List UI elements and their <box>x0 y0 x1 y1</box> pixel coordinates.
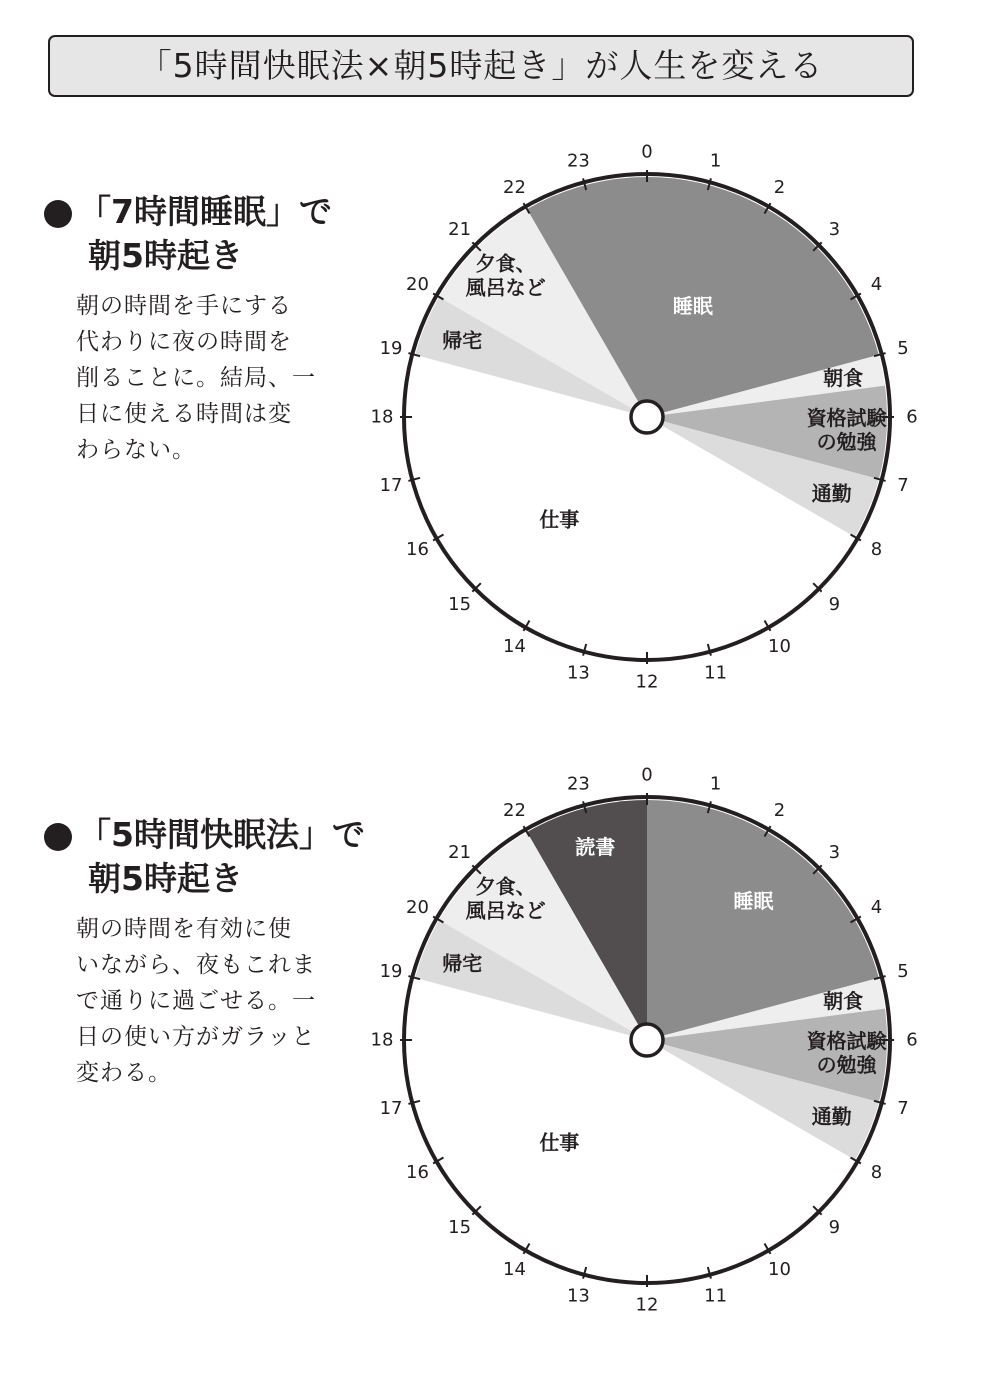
section-5-hour-sleep <box>0 763 994 1383</box>
hour-label: 19 <box>379 337 403 359</box>
hour-label: 3 <box>828 842 841 864</box>
hour-label: 4 <box>870 274 883 295</box>
hour-label: 15 <box>448 1216 472 1238</box>
hour-label: 17 <box>379 475 403 497</box>
hour-label: 3 <box>828 219 841 241</box>
segment-label: の勉強 <box>816 430 877 455</box>
hour-label: 15 <box>448 593 472 615</box>
segment-label: 通勤 <box>811 481 852 506</box>
hour-label: 11 <box>704 662 728 684</box>
segment-label: 夕食、 <box>475 874 536 899</box>
hour-label: 10 <box>768 1258 791 1280</box>
description-line: 日の使い方がガラッと <box>76 1024 316 1050</box>
hour-label: 6 <box>906 1029 918 1051</box>
hour-label: 8 <box>870 1162 883 1183</box>
hour-label: 12 <box>635 671 659 693</box>
description-line: いながら、夜もこれま <box>76 952 316 978</box>
hour-label: 18 <box>370 1029 394 1051</box>
segment-label: 仕事 <box>539 507 580 532</box>
hour-label: 10 <box>768 635 791 657</box>
hour-label: 14 <box>503 635 526 657</box>
heading-line: 「7時間睡眠」で <box>78 192 332 231</box>
hour-label: 5 <box>897 337 909 359</box>
hour-label: 13 <box>566 662 590 684</box>
segment-label: 睡眠 <box>733 889 774 914</box>
hour-label: 12 <box>635 1294 659 1316</box>
hour-label: 0 <box>641 141 653 163</box>
segment-label: 帰宅 <box>442 951 483 976</box>
segment-label: 読書 <box>575 834 616 859</box>
hour-label: 20 <box>406 274 429 295</box>
hour-label: 2 <box>773 800 786 822</box>
clock-hub <box>631 401 663 433</box>
clock-chart <box>0 140 994 760</box>
hour-label: 7 <box>897 1098 909 1120</box>
page-title: 「5時間快眠法×朝5時起き」が人生を変える <box>48 35 914 97</box>
segment-label: 夕食、 <box>475 251 536 276</box>
hour-label: 18 <box>370 406 394 428</box>
hour-label: 6 <box>906 406 918 428</box>
hour-label: 14 <box>503 1258 526 1280</box>
description-line: 朝の時間を有効に使 <box>76 916 292 942</box>
segment-label: 資格試験 <box>806 1029 887 1054</box>
description-line: で通りに過ごせる。一 <box>76 988 316 1014</box>
hour-label: 1 <box>709 150 722 172</box>
hour-label: 16 <box>406 1162 429 1183</box>
hour-label: 9 <box>828 1216 841 1238</box>
hour-label: 22 <box>503 177 526 199</box>
hour-label: 21 <box>448 219 472 241</box>
hour-label: 7 <box>897 475 909 497</box>
segment-label: 資格試験 <box>806 406 887 431</box>
description-line: わらない。 <box>76 437 196 463</box>
segment-label: 睡眠 <box>672 294 713 319</box>
description-line: 代わりに夜の時間を <box>76 329 292 355</box>
hour-label: 23 <box>566 150 590 172</box>
hour-label: 13 <box>566 1285 590 1307</box>
clock-hub <box>631 1024 663 1056</box>
hour-label: 1 <box>709 773 722 795</box>
hour-label: 19 <box>379 960 403 982</box>
segment-label: 風呂など <box>465 898 546 923</box>
hour-label: 0 <box>641 764 653 786</box>
hour-label: 21 <box>448 842 472 864</box>
hour-label: 2 <box>773 177 786 199</box>
description-line: 朝の時間を手にする <box>76 293 292 319</box>
description-line: 日に使える時間は変 <box>76 401 292 427</box>
hour-label: 20 <box>406 897 429 918</box>
segment-label: の勉強 <box>816 1053 877 1078</box>
hour-label: 23 <box>566 773 590 795</box>
hour-label: 4 <box>870 897 883 918</box>
segment-label: 通勤 <box>811 1104 852 1129</box>
segment-label: 朝食 <box>823 365 864 390</box>
hour-label: 8 <box>870 539 883 560</box>
heading-line: 朝5時起き <box>88 236 243 275</box>
hour-label: 17 <box>379 1098 403 1120</box>
description-line: 変わる。 <box>76 1060 172 1086</box>
heading-line: 朝5時起き <box>88 859 243 898</box>
heading-line: 「5時間快眠法」で <box>78 815 365 854</box>
clock-chart <box>0 763 994 1383</box>
hour-label: 5 <box>897 960 909 982</box>
segment-label: 朝食 <box>823 988 864 1013</box>
segment-label: 帰宅 <box>442 328 483 353</box>
section-7-hour-sleep <box>0 140 994 760</box>
segment-label: 仕事 <box>539 1130 580 1155</box>
hour-label: 9 <box>828 593 841 615</box>
hour-label: 11 <box>704 1285 728 1307</box>
description-line: 削ることに。結局、一 <box>76 365 316 391</box>
hour-label: 22 <box>503 800 526 822</box>
hour-label: 16 <box>406 539 429 560</box>
segment-label: 風呂など <box>465 275 546 300</box>
